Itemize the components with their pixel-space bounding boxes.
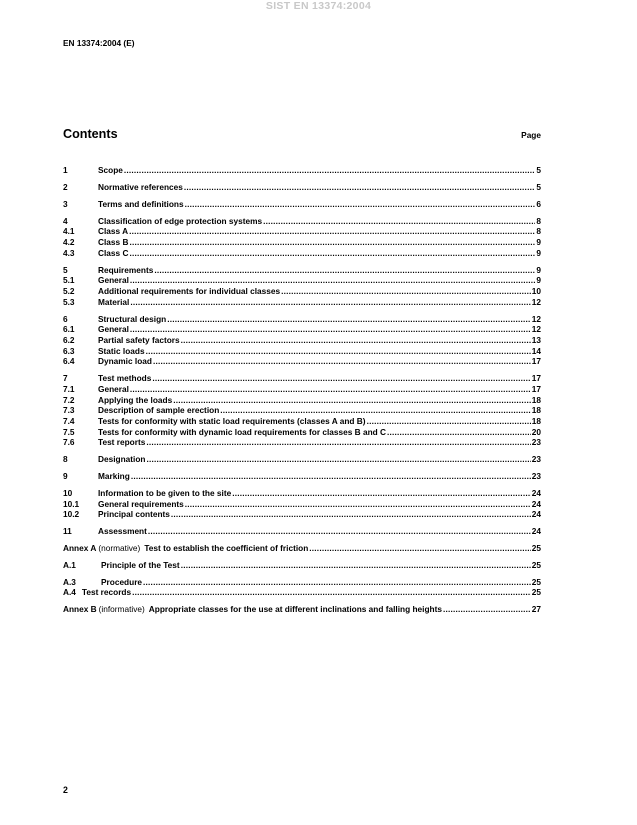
toc-number: 5	[63, 264, 68, 275]
toc-page: 8	[536, 226, 541, 237]
toc-number: 6	[63, 313, 68, 324]
toc-leader	[367, 416, 531, 427]
toc-page: 25	[531, 559, 541, 570]
toc-entry[interactable]	[63, 454, 541, 465]
toc-leader	[131, 471, 531, 482]
contents-heading	[63, 127, 541, 141]
toc-number: 11	[63, 526, 72, 537]
toc-leader	[153, 356, 531, 367]
toc-entry[interactable]	[63, 182, 541, 193]
toc-entry[interactable]	[63, 587, 541, 598]
toc-entry[interactable]	[63, 356, 541, 367]
toc-number: 4.1	[63, 226, 75, 237]
toc-number: 7	[63, 373, 68, 384]
toc-page: 17	[531, 383, 541, 394]
toc-entry[interactable]	[63, 395, 541, 406]
toc-title: Test to establish the coefficient of friction	[144, 543, 309, 553]
toc-page: 18	[531, 394, 541, 405]
toc-title: Test records	[81, 587, 132, 598]
toc-entry[interactable]	[63, 314, 541, 325]
toc-page: 24	[531, 498, 541, 509]
toc-title: General	[98, 324, 129, 335]
toc-entry[interactable]	[63, 346, 541, 357]
page-number: 2	[63, 785, 68, 795]
toc-page: 5	[536, 165, 541, 175]
toc-number: 7.2	[63, 394, 75, 405]
toc-title: Additional requirements for individual classes	[98, 285, 281, 296]
toc-title: Normative references	[98, 181, 183, 192]
toc-leader	[130, 297, 530, 308]
toc-leader	[263, 216, 535, 227]
toc-entry[interactable]	[63, 237, 541, 248]
toc-entry[interactable]	[63, 373, 541, 384]
toc-leader	[130, 275, 535, 286]
toc-page: 12	[531, 324, 541, 335]
toc-page: 10	[531, 285, 541, 296]
toc-number: 10	[63, 487, 73, 498]
toc-title: Principle of the Test	[101, 559, 180, 570]
toc-title: Test reports	[98, 437, 146, 448]
toc-entry-annex-a[interactable]	[63, 543, 541, 554]
toc-number: 7.5	[63, 426, 75, 437]
toc-entry[interactable]	[63, 324, 541, 335]
toc-entry[interactable]	[63, 526, 541, 537]
toc-entry[interactable]	[63, 577, 541, 588]
toc-page: 14	[531, 345, 541, 356]
toc-title: Description of sample erection	[98, 405, 220, 416]
toc-page: 12	[531, 296, 541, 307]
toc-entry[interactable]	[63, 286, 541, 297]
toc-number: 6.2	[63, 334, 75, 345]
toc-leader	[152, 373, 530, 384]
toc-leader	[129, 237, 535, 248]
toc-title: Scope	[98, 165, 123, 175]
toc-page: 23	[531, 471, 541, 481]
toc-entry[interactable]	[63, 416, 541, 427]
toc-leader	[309, 543, 530, 554]
toc-page: 6	[536, 198, 541, 209]
toc-entry[interactable]	[63, 275, 541, 286]
toc-page: 17	[531, 356, 541, 367]
toc-title: Class B	[98, 237, 129, 247]
toc-title: Class C	[98, 247, 129, 258]
toc-page: 9	[536, 264, 541, 275]
toc-entry[interactable]	[63, 471, 541, 482]
annex-label: Annex B	[63, 604, 97, 615]
toc-entry[interactable]	[63, 335, 541, 346]
annex-label: Annex A	[63, 543, 97, 553]
toc-leader	[146, 454, 530, 465]
toc-leader	[124, 165, 535, 176]
toc-entry[interactable]	[63, 199, 541, 210]
toc-page: 25	[531, 587, 541, 598]
toc-entry[interactable]	[63, 427, 541, 438]
toc-title: General requirements	[98, 498, 184, 509]
toc-title: Marking	[98, 471, 130, 481]
toc-number: 7.3	[63, 405, 75, 416]
toc-number: A.4	[63, 587, 76, 598]
toc-leader	[143, 577, 531, 588]
toc-title: Material	[98, 296, 130, 307]
toc-title: Designation	[98, 454, 146, 465]
toc-leader	[129, 226, 535, 237]
toc-page: 9	[536, 247, 541, 258]
toc-page: 5	[536, 181, 541, 192]
toc-leader	[181, 335, 531, 346]
toc-title: Tests for conformity with static load requirements (classes A and B)	[98, 415, 366, 426]
contents-title: Contents	[63, 127, 118, 141]
toc-number: 10.1	[63, 498, 80, 509]
toc-entry[interactable]	[63, 437, 541, 448]
toc-page: 24	[531, 526, 541, 537]
toc-title: Class A	[98, 226, 129, 237]
toc-leader	[146, 437, 530, 448]
toc-number: 2	[63, 181, 68, 192]
toc-number: 7.1	[63, 383, 75, 394]
toc-leader	[129, 248, 535, 259]
toc-leader	[171, 509, 531, 520]
toc-entry[interactable]	[63, 248, 541, 259]
toc-page: 18	[531, 415, 541, 426]
toc-title: Test methods	[98, 373, 152, 384]
toc-leader	[173, 395, 531, 406]
toc-entry[interactable]	[63, 384, 541, 395]
toc-number: 1	[63, 165, 68, 175]
toc-entry[interactable]	[63, 560, 541, 571]
toc-entry[interactable]	[63, 216, 541, 227]
page-column-label: Page	[521, 130, 541, 140]
toc-entry[interactable]	[63, 297, 541, 308]
toc-leader	[443, 604, 531, 615]
toc-leader	[132, 587, 531, 598]
toc-title: Dynamic load	[98, 356, 152, 367]
toc-entry[interactable]	[63, 499, 541, 510]
toc-title: Assessment	[98, 526, 147, 537]
toc-page: 20	[531, 426, 541, 437]
toc-number: 8	[63, 454, 68, 465]
toc-title: General	[98, 275, 129, 286]
toc-leader	[184, 182, 536, 193]
toc-title: Tests for conformity with dynamic load requirements for classes B and C	[98, 426, 387, 437]
toc-leader	[148, 526, 531, 537]
toc-page: 25	[531, 543, 541, 553]
toc-number: 9	[63, 471, 68, 481]
toc-title: Applying the loads	[98, 394, 173, 405]
toc-leader	[154, 265, 535, 276]
toc-title: Terms and definitions	[98, 198, 184, 209]
toc-number: 4	[63, 215, 68, 226]
toc-page: 9	[536, 275, 541, 286]
toc-title: Classification of edge protection systems	[98, 215, 263, 226]
toc-number: 6.3	[63, 345, 75, 356]
toc-entry[interactable]	[63, 165, 541, 176]
toc-page: 18	[531, 405, 541, 416]
toc-leader	[185, 499, 531, 510]
toc-leader	[232, 488, 531, 499]
toc-page: 8	[536, 215, 541, 226]
toc-page: 25	[531, 576, 541, 587]
toc-page: 23	[531, 437, 541, 448]
toc-leader	[220, 405, 531, 416]
toc-title: Procedure	[101, 576, 143, 587]
watermark: SIST EN 13374:2004	[265, 0, 372, 12]
toc-entry[interactable]	[63, 405, 541, 416]
toc-title: Principal contents	[98, 509, 170, 520]
toc-number: 5.1	[63, 275, 75, 286]
toc-title: Requirements	[98, 264, 154, 275]
toc-leader	[281, 286, 531, 297]
annex-type: (normative)	[98, 543, 141, 553]
toc-entry[interactable]	[63, 488, 541, 499]
toc-leader	[185, 199, 536, 210]
toc-page: 24	[531, 509, 541, 520]
toc-page: 27	[531, 604, 541, 615]
toc-number: 3	[63, 198, 68, 209]
toc-leader	[181, 560, 531, 571]
toc-number: 4.2	[63, 237, 75, 247]
toc-page: 24	[531, 487, 541, 498]
toc-number: 6.4	[63, 356, 75, 367]
toc-page: 17	[531, 373, 541, 384]
toc-entry[interactable]	[63, 509, 541, 520]
toc-leader	[130, 384, 531, 395]
toc-entry[interactable]	[63, 265, 541, 276]
toc-title: Information to be given to the site	[98, 487, 232, 498]
toc-title: Partial safety factors	[98, 334, 180, 345]
toc-entry[interactable]	[63, 226, 541, 237]
table-of-contents	[63, 165, 541, 615]
toc-page: 23	[531, 454, 541, 465]
toc-leader	[130, 324, 531, 335]
toc-number: 10.2	[63, 509, 80, 520]
annex-type: (informative)	[98, 604, 145, 615]
toc-number: 6.1	[63, 324, 75, 335]
toc-leader	[387, 427, 531, 438]
toc-entry-annex-b[interactable]	[63, 604, 541, 615]
toc-number: A.1	[63, 559, 76, 570]
document-id: EN 13374:2004 (E)	[63, 38, 135, 48]
toc-number: 5.2	[63, 285, 75, 296]
toc-leader	[167, 314, 531, 325]
toc-leader	[146, 346, 531, 357]
toc-number: A.3	[63, 576, 76, 587]
toc-title: Static loads	[98, 345, 145, 356]
toc-page: 13	[531, 334, 541, 345]
toc-number: 4.3	[63, 247, 75, 258]
toc-number: 7.6	[63, 437, 75, 448]
toc-page: 12	[531, 313, 541, 324]
toc-title: General	[98, 383, 129, 394]
toc-number: 5.3	[63, 296, 75, 307]
toc-number: 7.4	[63, 415, 75, 426]
toc-page: 9	[536, 237, 541, 247]
toc-title: Structural design	[98, 313, 167, 324]
toc-title: Appropriate classes for the use at different inclinations and falling heights	[148, 604, 442, 615]
